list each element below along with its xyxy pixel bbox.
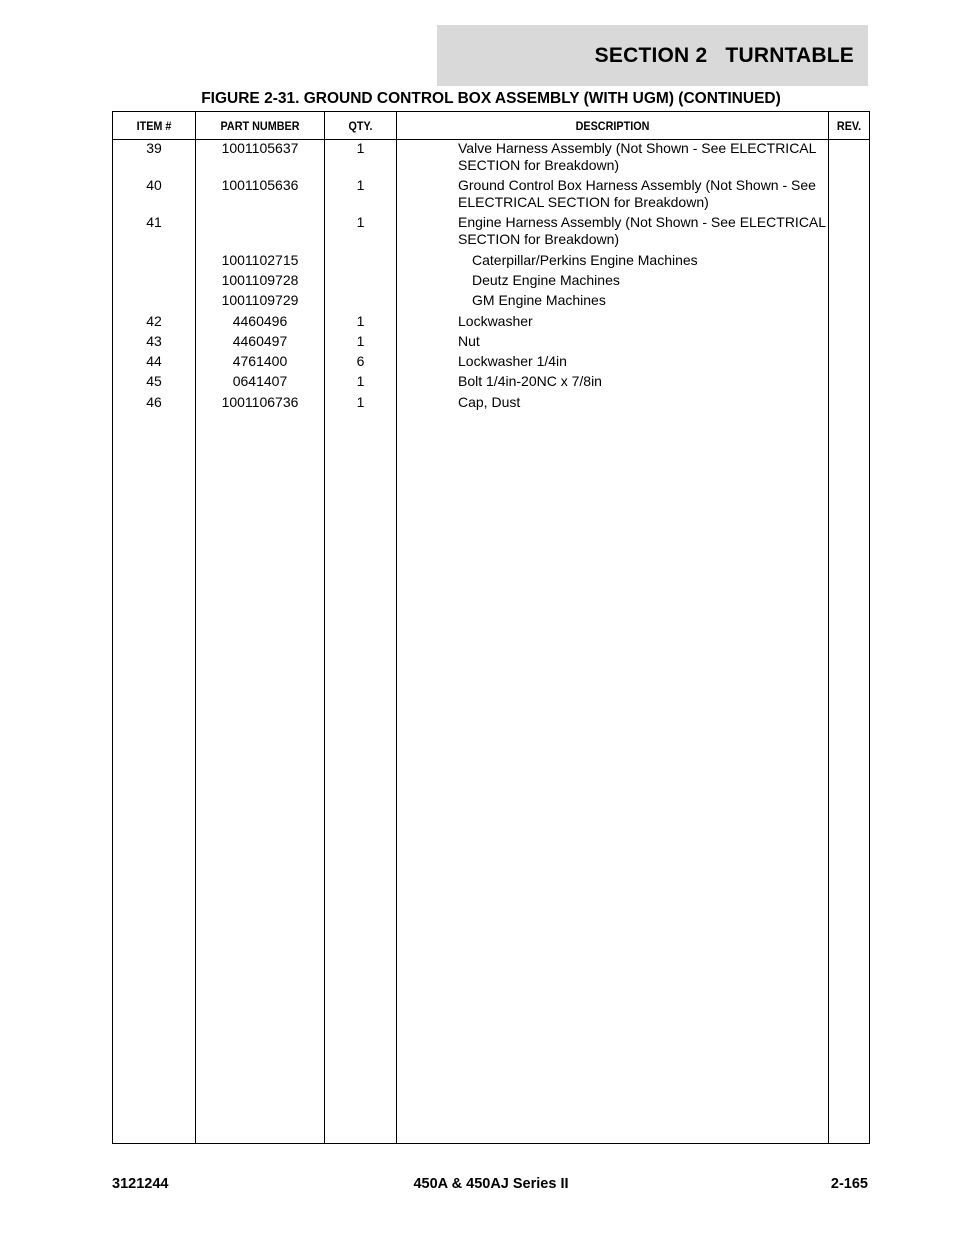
figure-title: FIGURE 2-31. GROUND CONTROL BOX ASSEMBLY (WITH UGM) (CONTINUED) bbox=[201, 90, 781, 107]
quantity: 6 bbox=[356, 353, 365, 369]
part-number: 0641407 bbox=[232, 373, 288, 389]
description: Lockwasher 1/4in bbox=[458, 353, 567, 369]
part-number: 1001106736 bbox=[221, 394, 299, 410]
footer-page-number: 2-165 bbox=[830, 1176, 868, 1192]
description: Valve Harness Assembly (Not Shown - See ELECTRICAL SECTION for Breakdown) bbox=[458, 140, 816, 173]
part-number: 4761400 bbox=[232, 353, 288, 369]
part-number: 1001105637 bbox=[221, 140, 299, 156]
footer-doc-number: 3121244 bbox=[112, 1176, 169, 1192]
col-header-qty: QTY. bbox=[348, 118, 373, 133]
part-number: 1001102715 bbox=[221, 252, 299, 268]
quantity: 1 bbox=[356, 313, 365, 329]
parts-table bbox=[112, 111, 870, 1144]
col-header-item: ITEM # bbox=[136, 118, 172, 133]
quantity: 1 bbox=[356, 373, 365, 389]
description: Bolt 1/4in-20NC x 7/8in bbox=[458, 373, 602, 389]
quantity: 1 bbox=[356, 214, 365, 230]
quantity: 1 bbox=[356, 394, 365, 410]
table-row bbox=[113, 177, 869, 214]
quantity: 1 bbox=[356, 177, 365, 193]
description: Nut bbox=[458, 333, 480, 349]
table-row bbox=[113, 272, 869, 292]
description: Caterpillar/Perkins Engine Machines bbox=[472, 252, 698, 268]
table-row bbox=[113, 292, 869, 313]
table-row bbox=[113, 373, 869, 394]
item-number: 40 bbox=[146, 177, 162, 193]
part-number: 1001109728 bbox=[221, 272, 299, 288]
footer-model: 450A & 450AJ Series II bbox=[413, 1176, 569, 1192]
item-number: 42 bbox=[146, 313, 162, 329]
table-row bbox=[113, 394, 869, 414]
col-header-part-number: PART NUMBER bbox=[220, 118, 300, 133]
description: Ground Control Box Harness Assembly (Not Shown - See ELECTRICAL SECTION for Breakdown) bbox=[458, 177, 816, 210]
description: GM Engine Machines bbox=[472, 292, 606, 308]
description: Engine Harness Assembly (Not Shown - See ELECTRICAL SECTION for Breakdown) bbox=[458, 214, 826, 247]
item-number: 39 bbox=[146, 140, 162, 156]
col-header-description: DESCRIPTION bbox=[575, 118, 650, 133]
item-number: 41 bbox=[146, 214, 162, 230]
table-row bbox=[113, 353, 869, 373]
description: Deutz Engine Machines bbox=[472, 272, 620, 288]
item-number: 45 bbox=[146, 373, 162, 389]
section-title: SECTION 2 TURNTABLE bbox=[594, 43, 854, 67]
table-row bbox=[113, 333, 869, 353]
part-number: 1001105636 bbox=[221, 177, 299, 193]
item-number: 43 bbox=[146, 333, 162, 349]
part-number: 1001109729 bbox=[221, 292, 299, 308]
table-row bbox=[113, 214, 869, 252]
col-header-rev: REV. bbox=[836, 118, 862, 133]
quantity: 1 bbox=[356, 140, 365, 156]
table-row bbox=[113, 313, 869, 333]
description: Cap, Dust bbox=[458, 394, 521, 410]
table-row bbox=[113, 252, 869, 272]
section-header bbox=[437, 25, 868, 86]
part-number: 4460496 bbox=[232, 313, 288, 329]
table-body bbox=[113, 140, 869, 414]
item-number: 46 bbox=[146, 394, 162, 410]
description: Lockwasher bbox=[458, 313, 533, 329]
table-row bbox=[113, 140, 869, 177]
quantity: 1 bbox=[356, 333, 365, 349]
item-number: 44 bbox=[146, 353, 162, 369]
part-number: 4460497 bbox=[232, 333, 288, 349]
